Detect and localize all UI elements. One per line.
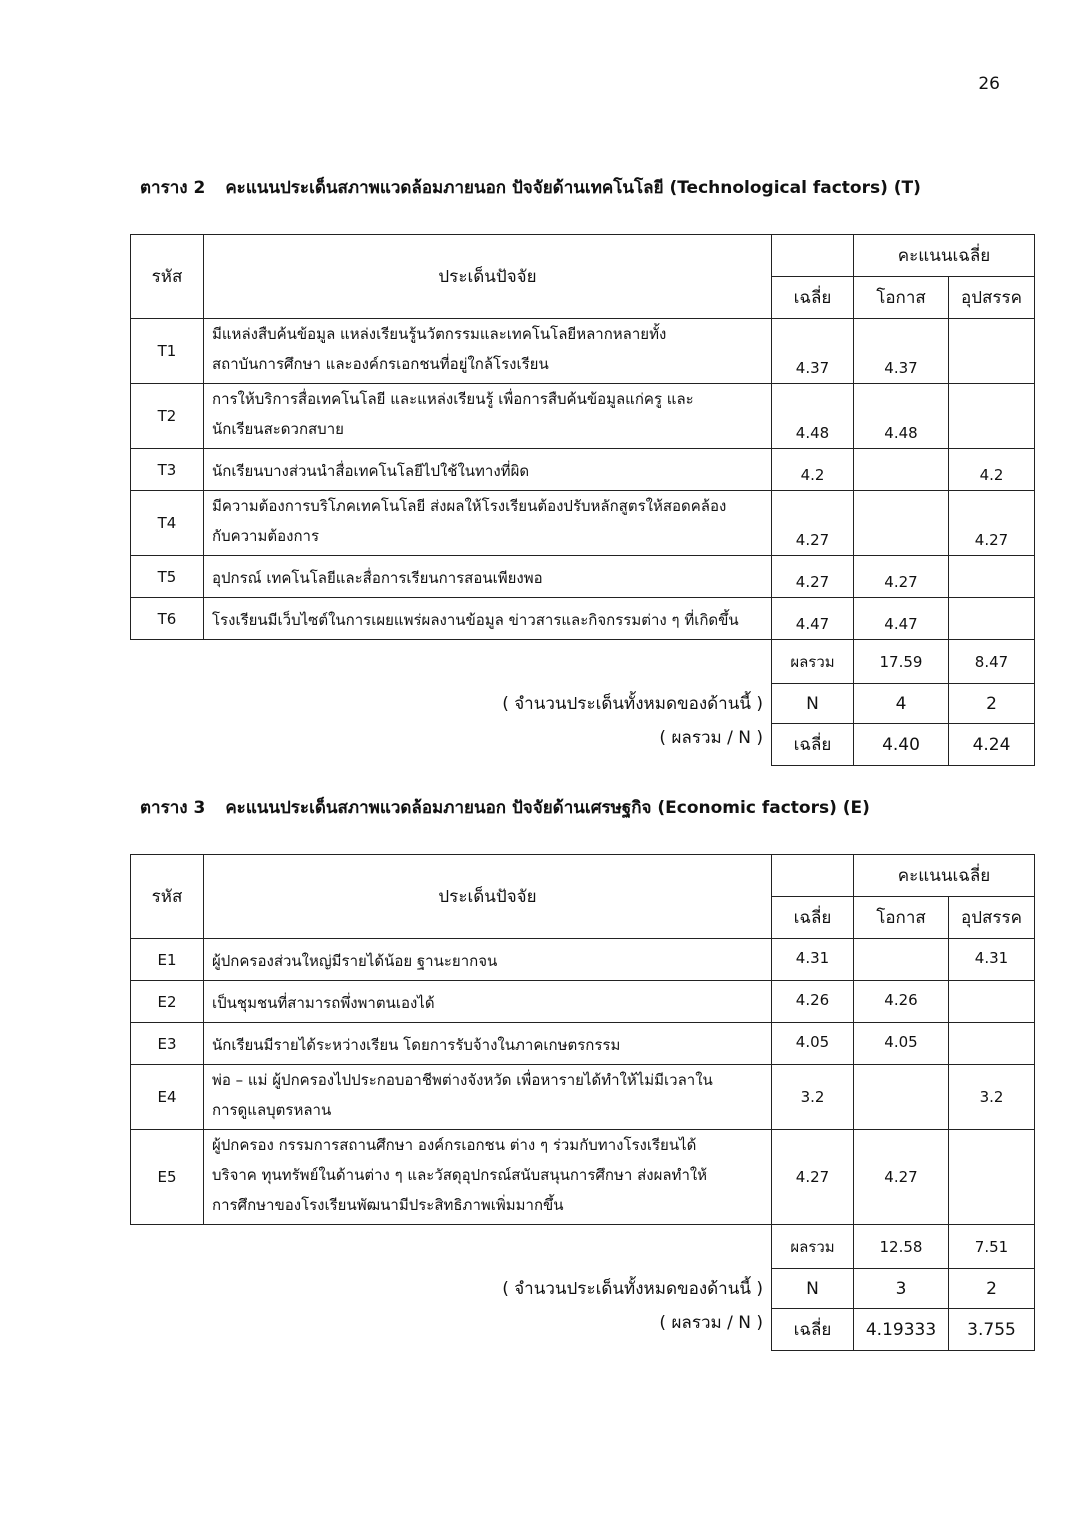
table3-caption-text: คะแนนประเด็นสภาพแวดล้อมภายนอก ปัจจัยด้านเศรษฐกิจ (Economic factors) (E): [225, 798, 870, 818]
row-mean: 4.27: [772, 1130, 854, 1225]
table-row: [131, 319, 1035, 384]
average-threat: 3.755: [949, 1309, 1035, 1351]
row-mean: 4.2: [772, 449, 854, 491]
table2-caption: [140, 174, 921, 201]
row-mean: 3.2: [772, 1065, 854, 1130]
row-factor-line: มีความต้องการบริโภคเทคโนโลยี ส่งผลให้โรงเรียนต้องปรับหลักสูตรให้สอดคล้อง: [212, 497, 727, 515]
row-opportunity: [854, 1065, 949, 1130]
row-code: E3: [131, 1023, 204, 1065]
summary-spacer: [131, 1225, 204, 1269]
summary-row-count: [131, 1269, 1035, 1309]
table2-caption-text: คะแนนประเด็นสภาพแวดล้อมภายนอก ปัจจัยด้านเทคโนโลยี (Technological factors) (T): [225, 178, 921, 198]
count-note: ( จำนวนประเด็นทั้งหมดของด้านนี้ ): [502, 1279, 763, 1299]
n-threat: 2: [949, 684, 1035, 724]
summary-spacer: [204, 640, 772, 684]
average-note: ( ผลรวม / N ): [659, 727, 763, 748]
table2-header-factor: ประเด็นปัจจัย: [204, 235, 772, 319]
table-row: [131, 981, 1035, 1023]
row-opportunity: 4.05: [854, 1023, 949, 1065]
table2-header-empty: [772, 235, 854, 277]
sum-opportunity: 17.59: [854, 640, 949, 684]
row-mean: 4.37: [772, 319, 854, 384]
row-factor-line: กับความต้องการ: [212, 527, 320, 545]
table-row: [131, 1130, 1035, 1225]
table3-header-empty: [772, 855, 854, 897]
row-opportunity: [854, 939, 949, 981]
row-mean: 4.27: [772, 491, 854, 556]
row-code: T2: [131, 384, 204, 449]
row-threat: 3.2: [949, 1065, 1035, 1130]
table2-header-code: รหัส: [131, 235, 204, 319]
row-opportunity: 4.37: [854, 319, 949, 384]
row-factor-line: การให้บริการสื่อเทคโนโลยี และแหล่งเรียนรู้ เพื่อการสืบค้นข้อมูลแก่ครู และ: [212, 390, 694, 408]
sum-opportunity: 12.58: [854, 1225, 949, 1269]
sum-threat: 7.51: [949, 1225, 1035, 1269]
n-opportunity: 4: [854, 684, 949, 724]
row-code: T6: [131, 598, 204, 640]
table-row: [131, 491, 1035, 556]
summary-spacer: [131, 684, 204, 724]
table2: [130, 234, 1035, 766]
summary-row-sum: [131, 1225, 1035, 1269]
count-note: ( จำนวนประเด็นทั้งหมดของด้านนี้ ): [502, 694, 763, 714]
table-row: [131, 598, 1035, 640]
row-opportunity: 4.27: [854, 556, 949, 598]
average-label: เฉลี่ย: [772, 724, 854, 766]
average-note: ( ผลรวม / N ): [659, 1312, 763, 1333]
row-factor: อุปกรณ์ เทคโนโลยีและสื่อการเรียนการสอนเพียงพอ: [204, 556, 772, 598]
row-threat: 4.2: [949, 449, 1035, 491]
row-code: E1: [131, 939, 204, 981]
row-opportunity: 4.27: [854, 1130, 949, 1225]
row-mean: 4.31: [772, 939, 854, 981]
row-code: T1: [131, 319, 204, 384]
row-threat: [949, 319, 1035, 384]
table2-header-score: คะแนนเฉลี่ย: [854, 235, 1035, 277]
row-factor: เป็นชุมชนที่สามารถพึ่งพาตนเองได้: [204, 981, 772, 1023]
table2-caption-number: ตาราง 2: [140, 178, 206, 198]
sum-label: ผลรวม: [772, 640, 854, 684]
row-factor-line: พ่อ – แม่ ผู้ปกครองไปประกอบอาชีพต่างจังหวัด เพื่อหารายได้ทำให้ไม่มีเวลาใน: [212, 1071, 713, 1089]
row-factor-line: สถาบันการศึกษา และองค์กรเอกชนที่อยู่ใกล้โรงเรียน: [212, 355, 549, 373]
row-mean: 4.47: [772, 598, 854, 640]
summary-row-average: [131, 724, 1035, 766]
table-row: [131, 1065, 1035, 1130]
average-threat: 4.24: [949, 724, 1035, 766]
row-factor-line: นักเรียนสะดวกสบาย: [212, 420, 344, 438]
row-opportunity: 4.48: [854, 384, 949, 449]
row-code: T3: [131, 449, 204, 491]
average-opportunity: 4.40: [854, 724, 949, 766]
row-factor: [204, 319, 772, 384]
row-threat: [949, 1023, 1035, 1065]
table3-caption: [140, 794, 870, 821]
table-row: [131, 939, 1035, 981]
row-factor-line: บริจาค ทุนทรัพย์ในด้านต่าง ๆ และวัสดุอุปกรณ์สนับสนุนการศึกษา ส่งผลทำให้: [212, 1166, 708, 1184]
table2-header-mean: เฉลี่ย: [772, 277, 854, 319]
table3: [130, 854, 1035, 1351]
row-code: T5: [131, 556, 204, 598]
row-factor: นักเรียนบางส่วนนำสื่อเทคโนโลยีไปใช้ในทางที่ผิด: [204, 449, 772, 491]
sum-threat: 8.47: [949, 640, 1035, 684]
row-factor: โรงเรียนมีเว็บไซต์ในการเผยแพร่ผลงานข้อมูล ข่าวสารและกิจกรรมต่าง ๆ ที่เกิดขึ้น: [204, 598, 772, 640]
row-code: T4: [131, 491, 204, 556]
summary-spacer: [204, 1225, 772, 1269]
row-factor: [204, 1130, 772, 1225]
row-threat: [949, 1130, 1035, 1225]
row-factor-line: การศึกษาของโรงเรียนพัฒนามีประสิทธิภาพเพิ่มมากขึ้น: [212, 1196, 564, 1214]
summary-row-count: [131, 684, 1035, 724]
table3-header-mean: เฉลี่ย: [772, 897, 854, 939]
table2-header-threat: อุปสรรค: [949, 277, 1035, 319]
n-threat: 2: [949, 1269, 1035, 1309]
table-row: [131, 449, 1035, 491]
row-opportunity: 4.47: [854, 598, 949, 640]
row-factor-line: การดูแลบุตรหลาน: [212, 1101, 332, 1119]
table-row: [131, 556, 1035, 598]
summary-spacer: [131, 1309, 204, 1351]
n-label: N: [772, 1269, 854, 1309]
n-label: N: [772, 684, 854, 724]
n-opportunity: 3: [854, 1269, 949, 1309]
row-factor: [204, 491, 772, 556]
row-code: E5: [131, 1130, 204, 1225]
row-factor-line: ผู้ปกครอง กรรมการสถานศึกษา องค์กรเอกชน ต่าง ๆ ร่วมกับทางโรงเรียนได้: [212, 1136, 697, 1154]
table3-header-score: คะแนนเฉลี่ย: [854, 855, 1035, 897]
row-threat: [949, 598, 1035, 640]
row-mean: 4.26: [772, 981, 854, 1023]
summary-row-sum: [131, 640, 1035, 684]
row-factor: [204, 1065, 772, 1130]
row-opportunity: 4.26: [854, 981, 949, 1023]
row-factor-line: มีแหล่งสืบค้นข้อมูล แหล่งเรียนรู้นวัตกรรมและเทคโนโลยีหลากหลายทั้ง: [212, 325, 667, 343]
table3-header-factor: ประเด็นปัจจัย: [204, 855, 772, 939]
row-threat: 4.31: [949, 939, 1035, 981]
average-label: เฉลี่ย: [772, 1309, 854, 1351]
row-mean: 4.05: [772, 1023, 854, 1065]
summary-row-average: [131, 1309, 1035, 1351]
row-mean: 4.48: [772, 384, 854, 449]
row-threat: [949, 556, 1035, 598]
row-opportunity: [854, 491, 949, 556]
row-code: E4: [131, 1065, 204, 1130]
table3-header-threat: อุปสรรค: [949, 897, 1035, 939]
summary-spacer: [131, 640, 204, 684]
table3-header-code: รหัส: [131, 855, 204, 939]
row-factor: ผู้ปกครองส่วนใหญ่มีรายได้น้อย ฐานะยากจน: [204, 939, 772, 981]
row-threat: [949, 981, 1035, 1023]
row-mean: 4.27: [772, 556, 854, 598]
sum-label: ผลรวม: [772, 1225, 854, 1269]
row-threat: 4.27: [949, 491, 1035, 556]
page-number: 26: [978, 74, 1000, 94]
summary-spacer: [131, 724, 204, 766]
table-row: [131, 384, 1035, 449]
row-threat: [949, 384, 1035, 449]
summary-spacer: [131, 1269, 204, 1309]
table-row: [131, 1023, 1035, 1065]
row-code: E2: [131, 981, 204, 1023]
row-factor: นักเรียนมีรายได้ระหว่างเรียน โดยการรับจ้างในภาคเกษตรกรรม: [204, 1023, 772, 1065]
average-opportunity: 4.19333: [854, 1309, 949, 1351]
table3-caption-number: ตาราง 3: [140, 798, 206, 818]
table2-header-opportunity: โอกาส: [854, 277, 949, 319]
row-factor: [204, 384, 772, 449]
table3-header-opportunity: โอกาส: [854, 897, 949, 939]
row-opportunity: [854, 449, 949, 491]
